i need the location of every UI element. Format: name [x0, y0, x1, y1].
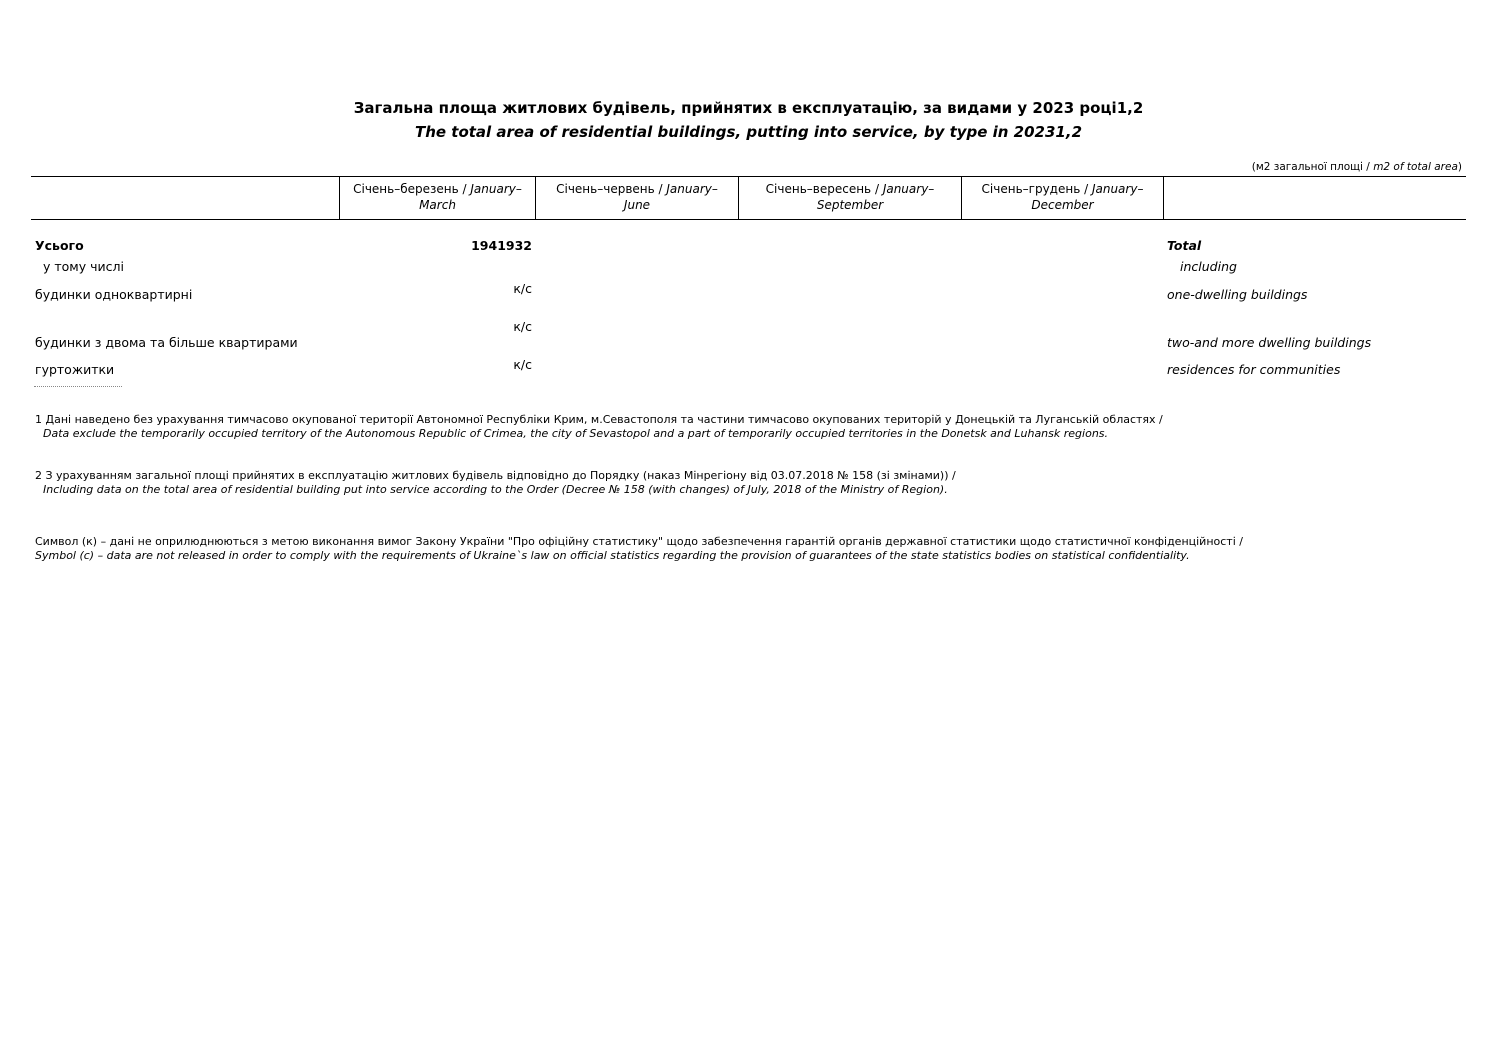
column-header-en: January– [1091, 182, 1144, 196]
column-header-9m [739, 181, 961, 213]
row-label-ua: будинки з двома та більше квартирами [35, 335, 298, 350]
row-value: к/с [513, 357, 532, 372]
row-label-en: including [1180, 259, 1237, 274]
footnote-ua: Символ (к) – дані не оприлюднюються з метою виконання вимог Закону України "Про офіційну статистику" щодо забезпечення гарантій органів державної статистики щодо статистичної конфіденційності / [35, 535, 1243, 548]
page-title-ua: Загальна площа житлових будівель, прийнятих в експлуатацію, за видами у 2023 році1,2 [353, 99, 1144, 117]
footnote-2 [35, 469, 956, 497]
row-label-ua: Усього [35, 238, 84, 253]
table-header-rule [31, 219, 1466, 220]
row-label-ua: будинки одноквартирні [35, 287, 193, 302]
row-label-en: two-and more dwelling buildings [1167, 335, 1372, 350]
footnote-ua: 1 Дані наведено без урахування тимчасово окупованої території Автономної Республіки Крим, м.Севастополя та частини тимчасово окупованих територій у Донецькій та Луганській областях / [35, 413, 1163, 426]
footnote-1 [35, 413, 1163, 441]
table-top-rule [31, 176, 1466, 177]
row-value: к/с [513, 319, 532, 334]
column-header-en: December [1031, 198, 1094, 212]
column-header-ua: Січень–березень / [353, 182, 471, 196]
column-header-en: September [816, 198, 884, 212]
row-label-en: one-dwelling buildings [1167, 287, 1308, 302]
column-header-en: January– [470, 182, 522, 196]
row-value: к/с [513, 281, 532, 296]
column-header-en: June [623, 198, 651, 212]
page-title-en: The total area of residential buildings, putting into service, by type in 20231,2 [414, 123, 1083, 141]
footnote-en: Data exclude the temporarily occupied territory of the Autonomous Republic of Crimea, the city of Sevastopol and a part of temporarily occupied territories in the Donetsk and Luhansk regions. [43, 427, 1109, 440]
units-en: m2 of total area [1373, 161, 1458, 173]
column-header-ua: Січень–червень / [556, 182, 667, 196]
footnote-en: Including data on the total area of residential building put into service according to the Order (Decree № 158 (with changes) of July, 2018 of the Ministry of Region). [43, 483, 948, 496]
row-label-ua: у тому числі [43, 259, 124, 274]
column-header-en: March [419, 198, 456, 212]
row-value: 1941932 [471, 238, 532, 253]
col-divider [1163, 177, 1164, 219]
units-ua: (м2 загальної площі / [1251, 161, 1374, 173]
column-header-year [962, 181, 1163, 213]
column-header-en: January– [882, 182, 935, 196]
column-header-en: January– [666, 182, 718, 196]
column-header-ua: Січень–вересень / [765, 182, 883, 196]
row-label-ua: гуртожитки [35, 362, 115, 377]
footnote-en: Symbol (c) – data are not released in order to comply with the requirements of Ukraine`s law on official statistics regarding the provision of guarantees of the state statistics bodies on statistical confidentiality. [35, 549, 1190, 562]
row-label-en: Total [1167, 238, 1202, 253]
symbol-note [35, 535, 1243, 563]
column-header-h1 [536, 181, 738, 213]
units-note [1252, 161, 1462, 173]
row-label-en: residences for communities [1167, 362, 1341, 377]
column-header-ua: Січень–грудень / [981, 182, 1092, 196]
footnote-ua: 2 З урахуванням загальної площі прийнятих в експлуатацію житлових будівель відповідно до Порядку (наказ Мінрегіону від 03.07.2018 № 158 (зі змінами)) / [35, 469, 956, 482]
units-close: ) [1457, 161, 1462, 173]
footnote-separator [34, 386, 122, 387]
column-header-q1 [340, 181, 535, 213]
